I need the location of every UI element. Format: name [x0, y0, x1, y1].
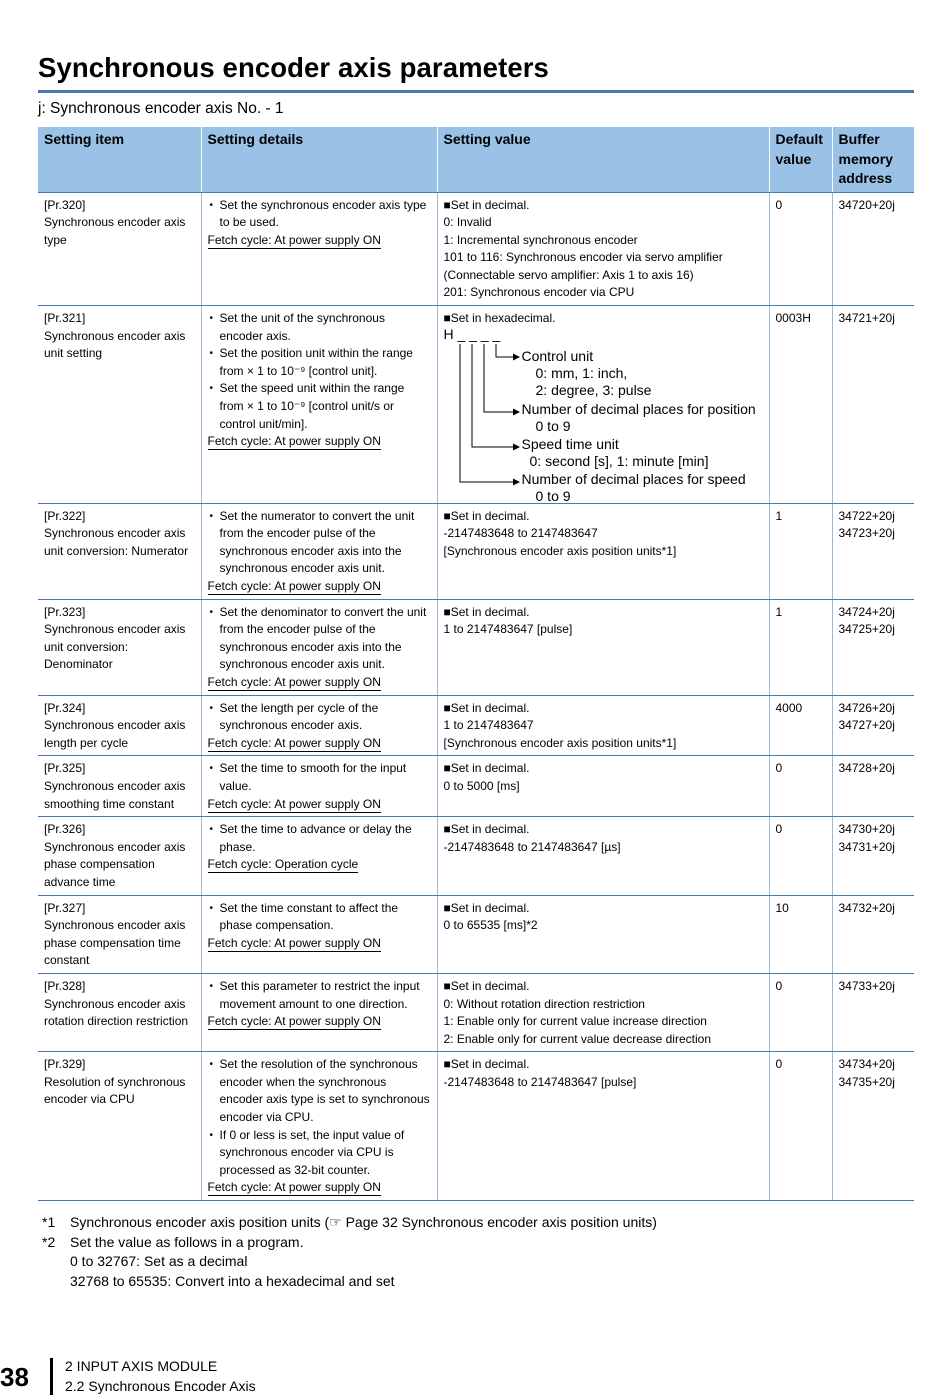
- buffer-address: 34721+20j: [838, 311, 895, 326]
- diagram-label: Speed time unit: [521, 435, 619, 452]
- setting-value-line: 0 to 65535 [ms]*2: [443, 918, 538, 933]
- buffer-address: 34723+20j: [838, 526, 895, 541]
- header-setting-item: Setting item: [38, 127, 201, 192]
- setting-item-cell: [38, 973, 201, 1051]
- buffer-address: 34735+20j: [838, 1074, 895, 1089]
- setting-item-line: Synchronous encoder axis unit conversion: Denominator: [44, 622, 186, 672]
- footer-chapter: 2 INPUT AXIS MODULE: [65, 1358, 218, 1374]
- setting-details-cell: [201, 695, 437, 756]
- table-row: [38, 306, 914, 504]
- setting-value-line: 101 to 116: Synchronous encoder via servo amplifier: [443, 250, 723, 265]
- setting-value-line: 1 to 2147483647 [pulse]: [443, 622, 573, 637]
- setting-value-line: 0: Invalid: [443, 215, 492, 230]
- buffer-address: 34732+20j: [838, 900, 895, 915]
- setting-item-line: [Pr.329]: [44, 1057, 86, 1072]
- setting-details-cell: [201, 192, 437, 306]
- table-row: [38, 599, 914, 695]
- buffer-address: 34733+20j: [838, 978, 895, 993]
- setting-item-cell: [38, 1052, 201, 1201]
- unit-setting-diagram: [443, 325, 764, 504]
- setting-item-line: Synchronous encoder axis length per cycle: [44, 718, 186, 750]
- default-value-cell: 1: [769, 599, 832, 695]
- buffer-address: 34720+20j: [838, 197, 895, 212]
- table-row: [38, 756, 914, 817]
- buffer-address: 34727+20j: [838, 718, 895, 733]
- table-header-row: [38, 127, 914, 192]
- setting-item-cell: [38, 695, 201, 756]
- detail-bullet: • Set the position unit within the range from × 1 to 10⁻⁹ [control unit].: [208, 345, 431, 380]
- setting-item-cell: [38, 817, 201, 895]
- buffer-memory-cell: [832, 817, 914, 895]
- setting-item-cell: [38, 503, 201, 599]
- footnote-line: [42, 1213, 657, 1233]
- setting-value-line: 0 to 5000 [ms]: [443, 778, 520, 793]
- setting-value-line: (Connectable servo amplifier: Axis 1 to axis 16): [443, 267, 694, 282]
- hex-prefix: H _ _ _ _: [443, 325, 501, 342]
- footnote-mark: *1: [42, 1214, 56, 1230]
- setting-value-line: ■Set in hexadecimal.: [443, 311, 556, 326]
- setting-details-cell: [201, 306, 437, 504]
- detail-bullet: • Set the denominator to convert the unit from the encoder pulse of the synchronous encoder axis into the synchronous encoder axis unit.: [208, 604, 431, 674]
- header-setting-details: Setting details: [201, 127, 437, 192]
- setting-value-line: 1: Incremental synchronous encoder: [443, 232, 638, 247]
- setting-item-cell: [38, 192, 201, 306]
- setting-value-cell: [437, 973, 769, 1051]
- setting-value-line: 0: Without rotation direction restriction: [443, 996, 645, 1011]
- default-value-cell: 0: [769, 756, 832, 817]
- fetch-cycle: Fetch cycle: At power supply ON: [207, 1014, 381, 1029]
- detail-bullet: • Set the time to smooth for the input value.: [208, 760, 431, 795]
- setting-value-line: ■Set in decimal.: [443, 508, 530, 523]
- default-value-cell: 4000: [769, 695, 832, 756]
- setting-item-line: Synchronous encoder axis unit setting: [44, 328, 186, 361]
- setting-value-cell: [437, 306, 769, 504]
- setting-item-cell: [38, 599, 201, 695]
- page-number-divider: [50, 1358, 53, 1395]
- buffer-address: 34728+20j: [838, 761, 895, 776]
- buffer-memory-cell: [832, 306, 914, 504]
- setting-item-line: [Pr.322]: [44, 508, 86, 523]
- diagram-label: 0 to 9: [535, 417, 571, 434]
- diagram-label: 0: mm, 1: inch,: [535, 364, 628, 381]
- setting-value-line: ■Set in decimal.: [443, 900, 530, 915]
- setting-value-cell: [437, 503, 769, 599]
- setting-details-cell: [201, 503, 437, 599]
- buffer-address: 34722+20j: [838, 508, 895, 523]
- setting-value-line: 1 to 2147483647: [443, 718, 534, 733]
- table-row: [38, 192, 914, 306]
- fetch-cycle: Fetch cycle: At power supply ON: [207, 232, 381, 247]
- buffer-memory-cell: [832, 973, 914, 1051]
- footnote-mark: *2: [42, 1233, 56, 1250]
- table-row: [38, 817, 914, 895]
- setting-details-cell: [201, 817, 437, 895]
- buffer-address: 34724+20j: [838, 604, 895, 619]
- footnote-text: 32768 to 65535: Convert into a hexadecimal and set: [70, 1272, 395, 1289]
- setting-item-line: Synchronous encoder axis smoothing time constant: [44, 778, 186, 811]
- fetch-cycle: Fetch cycle: At power supply ON: [207, 675, 381, 689]
- setting-value-line: -2147483648 to 2147483647 [µs]: [443, 839, 621, 854]
- buffer-memory-cell: [832, 192, 914, 306]
- setting-value-line: ■Set in decimal.: [443, 1057, 530, 1072]
- footnote-line: [42, 1272, 395, 1292]
- setting-details-cell: [201, 756, 437, 817]
- diagram-label: Number of decimal places for position: [521, 400, 756, 417]
- diagram-label: 2: degree, 3: pulse: [535, 381, 652, 398]
- setting-value-line: ■Set in decimal.: [443, 978, 530, 993]
- table-row: [38, 1052, 914, 1201]
- detail-bullet: • Set the length per cycle of the synchronous encoder axis.: [208, 700, 431, 735]
- diagram-label: Number of decimal places for speed: [521, 470, 746, 487]
- setting-item-line: [Pr.324]: [44, 700, 86, 715]
- table-row: [38, 695, 914, 756]
- buffer-address: 34734+20j: [838, 1057, 895, 1072]
- setting-item-line: Synchronous encoder axis type: [44, 215, 186, 247]
- setting-value-line: -2147483648 to 2147483647: [443, 526, 598, 541]
- default-value-cell: 1: [769, 503, 832, 599]
- fetch-cycle: Fetch cycle: At power supply ON: [207, 434, 381, 449]
- setting-details-cell: [201, 973, 437, 1051]
- setting-item-cell: [38, 895, 201, 973]
- footnote-line: [42, 1233, 303, 1253]
- title-underline: [38, 90, 914, 93]
- setting-item-line: [Pr.327]: [44, 900, 86, 915]
- detail-bullet: • Set the numerator to convert the unit from the encoder pulse of the synchronous encoder axis into the synchronous encoder axis unit.: [208, 508, 431, 578]
- table-row: [38, 973, 914, 1051]
- detail-bullet: • Set the speed unit within the range from × 1 to 10⁻⁹ [control unit/s or control unit/min].: [208, 380, 431, 433]
- page-title: Synchronous encoder axis parameters: [38, 52, 549, 83]
- setting-value-line: ■Set in decimal.: [443, 197, 530, 212]
- detail-bullet: • If 0 or less is set, the input value of synchronous encoder via CPU is processed as 32-bit counter.: [208, 1127, 431, 1180]
- setting-item-line: Synchronous encoder axis unit conversion: Numerator: [44, 526, 189, 558]
- header-default-value: Default value: [769, 127, 832, 192]
- setting-item-line: Synchronous encoder axis rotation direction restriction: [44, 996, 189, 1029]
- setting-value-line: -2147483648 to 2147483647 [pulse]: [443, 1074, 637, 1089]
- setting-item-line: [Pr.326]: [44, 822, 86, 837]
- default-value-cell: 0: [769, 817, 832, 895]
- default-value-cell: 10: [769, 895, 832, 973]
- default-value-cell: 0003H: [769, 306, 832, 504]
- setting-value-cell: [437, 192, 769, 306]
- setting-value-line: 2: Enable only for current value decrease direction: [443, 1031, 711, 1046]
- setting-item-line: Resolution of synchronous encoder via CPU: [44, 1074, 186, 1107]
- buffer-address: 34730+20j: [838, 822, 895, 837]
- setting-value-cell: [437, 695, 769, 756]
- diagram-label: Control unit: [521, 347, 594, 364]
- setting-item-line: [Pr.328]: [44, 978, 86, 993]
- header-setting-value: Setting value: [437, 127, 769, 192]
- setting-value-line: [Synchronous encoder axis position units*1]: [443, 543, 677, 558]
- setting-value-cell: [437, 599, 769, 695]
- footer-section: 2.2 Synchronous Encoder Axis: [65, 1378, 256, 1394]
- buffer-address: 34725+20j: [838, 622, 895, 637]
- footnote-text: Set the value as follows in a program.: [70, 1233, 304, 1250]
- buffer-memory-cell: [832, 895, 914, 973]
- fetch-cycle: Fetch cycle: At power supply ON: [207, 735, 381, 750]
- setting-value-line: ■Set in decimal.: [443, 604, 530, 619]
- setting-item-cell: [38, 306, 201, 504]
- parameters-table: [38, 127, 914, 1201]
- buffer-memory-cell: [832, 599, 914, 695]
- setting-details-cell: [201, 1052, 437, 1201]
- setting-value-line: ■Set in decimal.: [443, 761, 530, 776]
- buffer-address: 34726+20j: [838, 700, 895, 715]
- fetch-cycle: Fetch cycle: At power supply ON: [207, 935, 381, 950]
- setting-value-cell: [437, 1052, 769, 1201]
- setting-item-line: [Pr.321]: [44, 311, 86, 326]
- buffer-address: 34731+20j: [838, 839, 895, 854]
- setting-value-line: [Synchronous encoder axis position units*1]: [443, 735, 677, 750]
- diagram-label: 0 to 9: [535, 487, 571, 504]
- setting-value-line: 201: Synchronous encoder via CPU: [443, 285, 635, 300]
- setting-item-line: [Pr.320]: [44, 197, 86, 212]
- default-value-cell: 0: [769, 973, 832, 1051]
- footnote-text: 0 to 32767: Set as a decimal: [70, 1253, 248, 1270]
- buffer-memory-cell: [832, 503, 914, 599]
- setting-details-cell: [201, 895, 437, 973]
- footnote-text: Synchronous encoder axis position units (☞ Page 32 Synchronous encoder axis position units): [70, 1214, 657, 1230]
- setting-value-line: ■Set in decimal.: [443, 700, 530, 715]
- header-buffer-memory-address: Buffer memory address: [832, 127, 914, 192]
- setting-item-line: [Pr.325]: [44, 761, 86, 776]
- default-value-cell: 0: [769, 192, 832, 306]
- footnote-line: [42, 1252, 247, 1272]
- fetch-cycle: Fetch cycle: Operation cycle: [207, 857, 359, 872]
- setting-value-cell: [437, 817, 769, 895]
- detail-bullet: • Set the synchronous encoder axis type to be used.: [208, 197, 431, 232]
- setting-item-line: [Pr.323]: [44, 604, 86, 619]
- setting-value-cell: [437, 895, 769, 973]
- buffer-memory-cell: [832, 695, 914, 756]
- fetch-cycle: Fetch cycle: At power supply ON: [207, 796, 381, 811]
- axis-number-note: j: Synchronous encoder axis No. - 1: [38, 100, 284, 117]
- setting-item-line: Synchronous encoder axis phase compensation advance time: [44, 839, 186, 889]
- buffer-memory-cell: [832, 756, 914, 817]
- setting-item-line: Synchronous encoder axis phase compensation time constant: [44, 918, 186, 968]
- page-number: 38: [0, 1362, 29, 1392]
- detail-bullet: • Set this parameter to restrict the input movement amount to one direction.: [208, 978, 431, 1013]
- setting-value-line: ■Set in decimal.: [443, 822, 530, 837]
- fetch-cycle: Fetch cycle: At power supply ON: [207, 579, 381, 594]
- setting-value-line: 1: Enable only for current value increase direction: [443, 1014, 707, 1029]
- default-value-cell: 0: [769, 1052, 832, 1201]
- detail-bullet: • Set the resolution of the synchronous encoder when the synchronous encoder axis type is set to synchronous encoder via CPU.: [208, 1056, 431, 1126]
- setting-value-cell: [437, 756, 769, 817]
- detail-bullet: • Set the time constant to affect the phase compensation.: [208, 900, 431, 935]
- setting-item-cell: [38, 756, 201, 817]
- fetch-cycle: Fetch cycle: At power supply ON: [207, 1180, 381, 1195]
- detail-bullet: • Set the unit of the synchronous encoder axis.: [208, 310, 431, 345]
- setting-details-cell: [201, 599, 437, 695]
- table-row: [38, 895, 914, 973]
- table-row: [38, 503, 914, 599]
- diagram-label: 0: second [s], 1: minute [min]: [529, 452, 709, 469]
- buffer-memory-cell: [832, 1052, 914, 1201]
- detail-bullet: • Set the time to advance or delay the phase.: [208, 821, 431, 856]
